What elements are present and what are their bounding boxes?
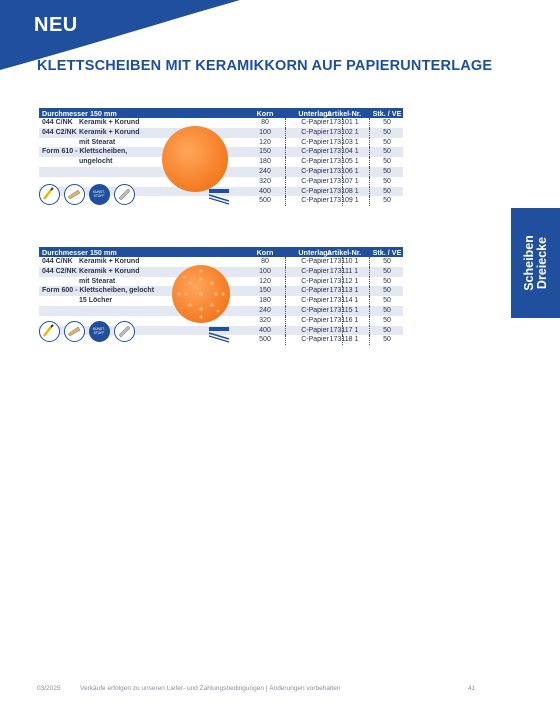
cell-korn: 500 <box>245 196 286 206</box>
cell-korn: 100 <box>245 128 286 138</box>
cell-korn: 120 <box>245 277 286 287</box>
cell-unterlage: C-Papier <box>288 277 343 287</box>
cell-stk: 50 <box>383 277 391 285</box>
cell-korn: 180 <box>245 296 286 306</box>
cell-korn: 320 <box>245 316 286 326</box>
cell-korn: 320 <box>245 177 286 187</box>
metal-icon <box>114 321 135 342</box>
page-number: 41 <box>468 685 476 692</box>
cell-unterlage: C-Papier <box>288 335 343 345</box>
svg-text:STOFF: STOFF <box>93 194 105 198</box>
cell-artikel: 173111 1 <box>319 267 370 277</box>
product-description-line <box>42 267 140 277</box>
velcro-symbol <box>207 325 233 343</box>
cell-artikel: 173112 1 <box>319 277 370 287</box>
cell-korn: 150 <box>245 147 286 157</box>
cell-korn: 240 <box>245 306 286 316</box>
cell-artikel: 173107 1 <box>319 177 370 187</box>
cell-korn: 150 <box>245 286 286 296</box>
cell-unterlage: C-Papier <box>288 286 343 296</box>
cell-unterlage: C-Papier <box>288 267 343 277</box>
wood-icon <box>64 184 85 205</box>
cell-korn: 80 <box>245 118 286 128</box>
cell-stk: 50 <box>383 167 391 175</box>
product-code: 044 C/NK <box>42 119 73 126</box>
cell-unterlage: C-Papier <box>288 177 343 187</box>
product-text: Form 610 - Klettscheiben, <box>42 148 128 156</box>
material-icons-1 <box>39 184 135 205</box>
cell-stk: 50 <box>383 316 391 324</box>
cell-unterlage: C-Papier <box>288 296 343 306</box>
cell-unterlage: C-Papier <box>288 316 343 326</box>
product-code: 044 C2/NK <box>42 267 77 275</box>
product-text: Keramik + Korund <box>79 119 140 126</box>
cell-korn: 500 <box>245 335 286 345</box>
cell-unterlage: C-Papier <box>288 257 343 267</box>
cell-korn: 100 <box>245 267 286 277</box>
cell-artikel: 173108 1 <box>319 187 370 197</box>
cell-korn: 80 <box>245 257 286 267</box>
cell-artikel: 173117 1 <box>319 326 370 336</box>
header-artikel: Artikel-Nr. <box>326 248 362 257</box>
product-description-line <box>42 118 140 128</box>
side-tab-label <box>523 235 549 291</box>
footer-note: Verkäufe erfolgen zu unseren Liefer- und Zahlungsbedingungen | Änderungen vorbehalten <box>80 685 341 692</box>
cell-artikel: 173116 1 <box>319 316 370 326</box>
cell-stk: 50 <box>383 187 391 195</box>
cell-artikel: 173115 1 <box>319 306 370 316</box>
product-text: ungelocht <box>79 158 113 166</box>
metal-icon <box>114 184 135 205</box>
product-text: mit Stearat <box>79 138 116 146</box>
footer-date: 03/2025 <box>37 685 61 692</box>
cell-stk: 50 <box>383 197 391 205</box>
cell-artikel: 173110 1 <box>319 257 370 267</box>
velcro-symbol <box>207 187 233 205</box>
cell-korn: 400 <box>245 187 286 197</box>
cell-stk: 50 <box>383 287 391 295</box>
cell-unterlage: C-Papier <box>288 196 343 206</box>
header-stk: Stk. / VE <box>372 248 402 257</box>
cell-unterlage: C-Papier <box>288 187 343 197</box>
sanding-disc-perforated-image <box>172 265 230 323</box>
cell-unterlage: C-Papier <box>288 138 343 148</box>
plastic-icon <box>89 321 110 342</box>
cell-stk: 50 <box>383 128 391 136</box>
header-unterlage: Unterlage <box>298 109 332 118</box>
cell-stk: 50 <box>383 158 391 166</box>
new-label: NEU <box>34 14 78 36</box>
svg-text:STOFF: STOFF <box>93 331 105 335</box>
cell-stk: 50 <box>383 119 391 126</box>
cell-korn: 240 <box>245 167 286 177</box>
product-description-line <box>42 128 140 138</box>
brush-icon <box>39 184 60 205</box>
header-diameter: Durchmesser 150 mm <box>42 248 117 257</box>
cell-artikel: 173118 1 <box>319 335 370 345</box>
sanding-disc-image <box>162 126 228 192</box>
side-tab-line2: Dreiecke <box>534 236 549 290</box>
product-text: Form 600 - Klettscheiben, gelocht <box>42 287 155 295</box>
header-unterlage: Unterlage <box>298 248 332 257</box>
product-description-line <box>42 157 112 167</box>
cell-unterlage: C-Papier <box>288 147 343 157</box>
cell-stk: 50 <box>383 138 391 146</box>
cell-unterlage: C-Papier <box>288 167 343 177</box>
plastic-icon <box>89 184 110 205</box>
cell-unterlage: C-Papier <box>288 326 343 336</box>
cell-artikel: 173113 1 <box>319 286 370 296</box>
cell-stk: 50 <box>383 267 391 275</box>
cell-stk: 50 <box>383 258 391 265</box>
product-code: 044 C2/NK <box>42 128 77 136</box>
cell-artikel: 173101 1 <box>319 118 370 128</box>
cell-korn: 400 <box>245 326 286 336</box>
product-description-line <box>42 138 115 148</box>
cell-artikel: 173104 1 <box>319 147 370 157</box>
header-artikel: Artikel-Nr. <box>326 109 362 118</box>
cell-stk: 50 <box>383 326 391 334</box>
cell-unterlage: C-Papier <box>288 118 343 128</box>
side-tab[interactable] <box>511 208 560 318</box>
cell-artikel: 173105 1 <box>319 157 370 167</box>
table-header <box>39 108 403 118</box>
header-diameter: Durchmesser 150 mm <box>42 109 117 118</box>
header-korn: Korn <box>256 109 274 118</box>
product-text: Keramik + Korund <box>79 267 140 275</box>
cell-artikel: 173102 1 <box>319 128 370 138</box>
product-text: Keramik + Korund <box>79 258 140 265</box>
cell-stk: 50 <box>383 336 391 344</box>
product-text: mit Stearat <box>79 277 116 285</box>
cell-artikel: 173106 1 <box>319 167 370 177</box>
cell-artikel: 173114 1 <box>319 296 370 306</box>
cell-artikel: 173109 1 <box>319 196 370 206</box>
wood-icon <box>64 321 85 342</box>
cell-stk: 50 <box>383 297 391 305</box>
cell-korn: 120 <box>245 138 286 148</box>
cell-stk: 50 <box>383 306 391 314</box>
brush-icon <box>39 321 60 342</box>
product-description-line <box>42 277 115 287</box>
product-description-line <box>42 147 127 157</box>
product-text: Keramik + Korund <box>79 128 140 136</box>
product-text: 15 Löcher <box>79 297 113 305</box>
cell-stk: 50 <box>383 148 391 156</box>
svg-text:KUNST-: KUNST- <box>92 327 106 331</box>
cell-stk: 50 <box>383 177 391 185</box>
table-header <box>39 247 403 257</box>
cell-unterlage: C-Papier <box>288 157 343 167</box>
side-tab-line1: Scheiben <box>521 235 536 291</box>
cell-korn: 180 <box>245 157 286 167</box>
cell-unterlage: C-Papier <box>288 306 343 316</box>
product-code: 044 C/NK <box>42 258 73 265</box>
header-stk: Stk. / VE <box>372 109 402 118</box>
material-icons-2 <box>39 321 135 342</box>
cell-unterlage: C-Papier <box>288 128 343 138</box>
header-korn: Korn <box>256 248 274 257</box>
svg-text:KUNST-: KUNST- <box>92 190 106 194</box>
page-title: KLETTSCHEIBEN MIT KERAMIKKORN AUF PAPIERUNTERLAGE <box>37 58 493 74</box>
cell-artikel: 173103 1 <box>319 138 370 148</box>
product-description-line <box>42 257 140 267</box>
product-description-line <box>42 296 112 306</box>
product-description-line <box>42 286 154 296</box>
